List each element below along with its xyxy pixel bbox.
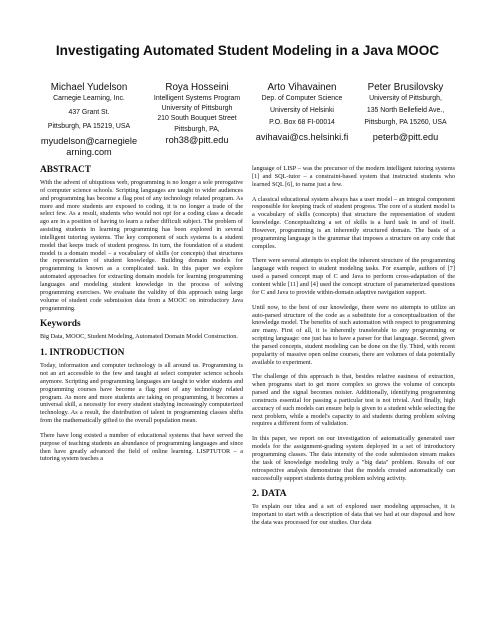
data-heading: 2. DATA — [252, 489, 287, 500]
author-email: peterb@pitt.edu — [372, 131, 439, 142]
introduction-paragraph: There have long existed a number of educational systems that have served the purpose of teaching students an abundance of programming languages and since then have greatly advanced the field of online learning. LISPTUTOR – a tutoring system teaches a — [40, 431, 243, 463]
author-name: Michael Yudelson — [50, 82, 128, 93]
introduction-heading: 1. INTRODUCTION — [40, 348, 125, 359]
introduction-paragraph: Today, information and computer technology is all around us. Programming is not an art accessible to the few and taught at select computer science schools anymore. Scripting and programming languages are taught to wider students and programming courses have become a flag post of any technology related program. As more and more students are taking on programming, it becomes a universal skill, a necessity for every student studying increasingly computerized technology. As a result, the distribution of talent in programming classes shifts from the mathematically gifted to the overall population mean. — [40, 362, 243, 425]
keywords-heading: Keywords — [40, 319, 81, 330]
author-address-line: 437 Grant St. — [68, 109, 110, 117]
abstract-text: With the advent of ubiquitous web, programming is no longer a sole prerogative of computer science schools. Scripting languages are taught to wider audiences and programming has become a flag post of any technology related program. As more and more students are exposed to coding, it is no longer a trade of the select few. As a result, students who would not opt for a coding class a decade ago are in a position of having to learn a rather difficult subject. The problem of assisting students in learning programming has been explored in several intelligent tutoring systems. The key component of such systems is a student model that keeps track of student progress. In turn, the foundation of a student model is a domain model – a vocabulary of skills (or concepts) that structures the representation of student knowledge. Building domain models for programming is known as a complicated task. In this paper we explore automated approaches for extracting domain models for learning programming languages and modeling student knowledge in the process of solving programming exercises. We evaluate the validity of this approach using large volume of student code submission data from a MOOC on introductory Java programming. — [40, 179, 243, 312]
body-paragraph: A classical educational system always has a user model – an integral component responsible for keeping track of student progress. The core of a student model is a vocabulary of skills (concepts) that structure the representation of student knowledge. Conceptualizing a set of skills is a hard task in and of itself. However, programming is an inherently structured domain. The basis of a programming language is the grammar that imposes a structure on any code that compiles. — [252, 195, 455, 250]
author-name: Arto Vihavainen — [267, 82, 337, 93]
author-2 — [144, 82, 250, 146]
body-paragraph: Until now, to the best of our knowledge, there were no attempts to utilize an auto-parsed structure of the code as a substitute for a conceptualization of the knowledge model. The benefits of such automation with respect to programming are many. First of all, it is inherently transferable to any programming or scripting language: one just has to have a parser for that language. Second, given the parsed concepts, student modeling can be done on the fly. Third, with recent popularity of massive open online courses, there are volumes of data potentially available to experiment. — [252, 303, 455, 366]
author-address-line: Pittsburgh, PA 15260, USA — [364, 119, 447, 127]
author-affiliation: Intelligent Systems Program — [153, 95, 241, 102]
author-address-line: 135 North Bellefield Ave., — [366, 107, 445, 115]
author-3 — [254, 82, 350, 143]
author-address-line: P.O. Box 68 FI-00014 — [269, 119, 335, 127]
body-paragraph: In this paper, we report on our investigation of automatically generated user models for the assignment-grading system deployed in a set of introductory programming classes. The data intensity of the code submission stream makes the task of knowledge modeling truly a "big data" problem. Results of our retrospective analysis demonstrate that the models created automatically can successfully support students during problem solving activity. — [252, 435, 455, 482]
author-address-line: 210 South Bouquet Street — [157, 115, 237, 123]
data-paragraph: To explain our idea and a set of explored user modeling approaches, it is important to start with a description of data that we had at our disposal and how the data was processed for our studies. Our data — [252, 503, 455, 527]
author-address-line: Pittsburgh, PA 15219, USA — [47, 123, 131, 131]
keywords-text: Big Data, MOOC, Student Modeling, Automated Domain Model Construction. — [40, 333, 238, 341]
author-address-line: University of Pittsburgh — [161, 105, 233, 113]
author-email: avihavai@cs.helsinki.fi — [255, 131, 349, 142]
author-name: Roya Hosseini — [165, 82, 229, 93]
paper-title: Investigating Automated Student Modeling in a Java MOOC — [55, 43, 440, 58]
left-column — [40, 165, 243, 470]
author-block — [40, 82, 455, 157]
abstract-heading: ABSTRACT — [40, 165, 92, 175]
body-paragraph: There were several attempts to exploit the inherent structure of the programming language with respect to student modeling tasks. For example, authors of [7] used a parsed concept map of C and Java to perform cross-adaptation of the content while [11] and [4] used the concept structure of parameterized questions for C and Java to provide within-domain adaptive navigation support. — [252, 257, 455, 296]
body-paragraph: language of LISP – was the precursor of the modern intelligent tutoring systems [1] and SQL-tutor – a constraint-based system that instructed students who learned SQL [6], to name just a few. — [252, 165, 455, 188]
author-email: roh38@pitt.edu — [165, 134, 229, 145]
author-affiliation: Dep. of Computer Science — [261, 95, 343, 102]
author-affiliation: University of Pittsburgh, — [369, 95, 442, 102]
author-affiliation: Carnegie Learning, Inc. — [53, 95, 125, 102]
author-address-line: Pittsburgh, PA, — [174, 125, 220, 133]
author-name: Peter Brusilovsky — [367, 82, 444, 93]
author-address-line: University of Helsinki — [270, 107, 334, 115]
author-4 — [356, 82, 455, 143]
right-column — [252, 165, 455, 534]
author-1 — [40, 82, 138, 158]
body-paragraph: The challenge of this approach is that, besides relative easiness of extraction, when programs start to get more complex so grows the volume of concepts parsed and the signal becomes noisier. Additionally, identifying programming constructs essential for passing a particular test is not trivial. And finally, high accuracy of such models can ensure help is given to a student while selecting the next problem, while a model's capacity to aid students during problem solving requires a different form of validation. — [252, 373, 455, 428]
author-email: myudelson@carnegielearning.com — [40, 135, 138, 157]
